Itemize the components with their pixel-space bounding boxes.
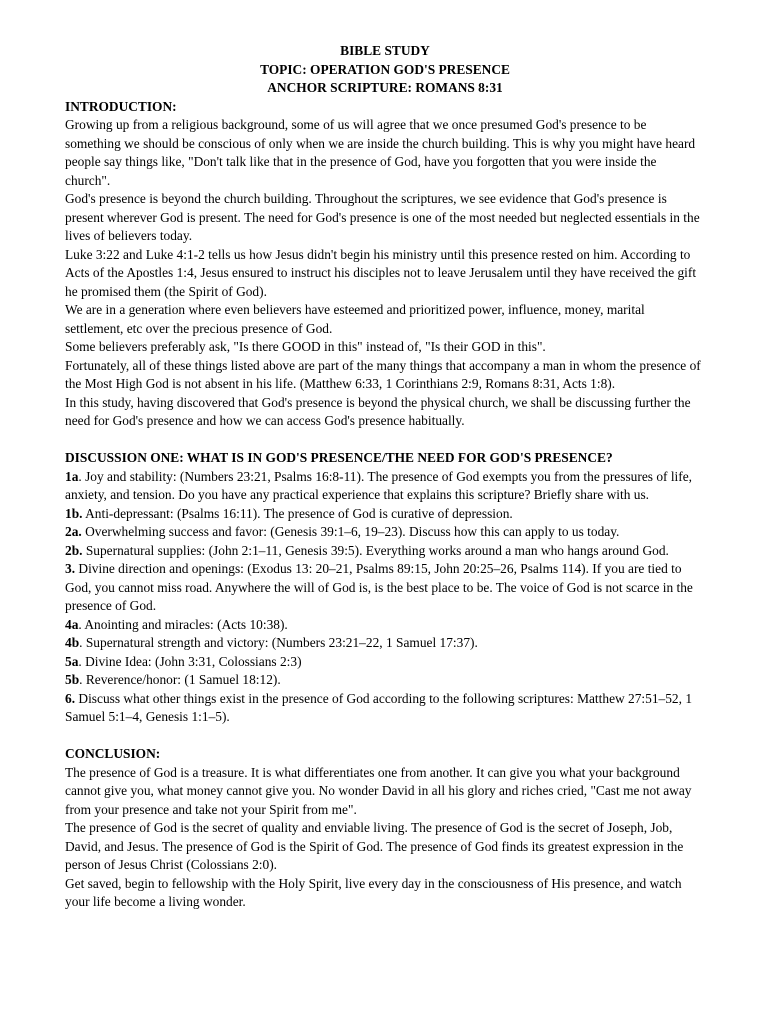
item-label: 1a [65,468,79,484]
introduction-paragraph: Fortunately, all of these things listed above are part of the many things that accompany a man in whom the presence of the Most High God is not absent in his life. (Matthew 6:33, 1 Corinthians 2:9, Romans 8:31, Acts 1:8). [65,357,701,391]
document-topic: TOPIC: OPERATION GOD'S PRESENCE [260,61,510,77]
section-spacer [65,727,705,746]
introduction-paragraph: Some believers preferably ask, "Is there GOOD in this" instead of, "Is their GOD in this". [65,339,546,354]
item-label: 3. [65,561,76,576]
introduction-paragraph: In this study, having discovered that God's presence is beyond the physical church, we shall be discussing further the need for God's presence and how we can access God's presence habitually. [65,394,691,428]
item-text: . Supernatural strength and victory: (Numbers 23:21–22, 1 Samuel 17:37). [79,635,478,650]
discussion-item [65,560,705,616]
item-label: 6. [65,690,76,706]
introduction-section [65,98,705,431]
item-text: . Reverence/honor: (1 Samuel 18:12). [79,672,281,687]
introduction-heading: INTRODUCTION: [65,98,177,114]
introduction-paragraph: Growing up from a religious background, some of us will agree that we once presumed God's presence to be something we should be conscious of only when we are inside the church building. This is why you might have heard people say things like, "Don't talk like that in the presence of God, have you forgotten that you were inside the church". [65,117,696,188]
item-text: Anti-depressant: (Psalms 16:11). The presence of God is curative of depression. [82,505,513,521]
document-page [65,42,705,912]
discussion-item [65,505,705,524]
discussion-item [65,634,705,653]
item-label: 5a [65,653,79,669]
item-label: 5b [65,672,80,687]
item-text: Divine direction and openings: (Exodus 13: 20–21, Psalms 89:15, John 20:25–26, Psalms 114). If you are tied to God, you cannot miss road. Anywhere the will of God is, is the best place to be. The voice of God is not scarce in the presence of God. [65,561,693,613]
item-text: . Divine Idea: (John 3:31, Colossians 2:3) [78,653,302,669]
document-header [65,42,705,98]
discussion-item [65,523,705,542]
conclusion-paragraph: The presence of God is the secret of quality and enviable living. The presence of God is the secret of Joseph, Job, David, and Jesus. The presence of God is the Spirit of God. The presence of God finds its greatest expression in the person of Jesus Christ (Colossians 2:0). [65,820,684,872]
discussion-item [65,542,705,561]
conclusion-section [65,745,705,912]
document-title: BIBLE STUDY [340,43,430,58]
item-label: 1b. [65,505,83,521]
conclusion-paragraph: Get saved, begin to fellowship with the Holy Spirit, live every day in the consciousness of His presence, and watch your life become a living wonder. [65,875,682,909]
item-text: . Joy and stability: (Numbers 23:21, Psalms 16:8-11). The presence of God exempts you from the pressures of life, anxiety, and tension. Do you have any practical experience that explains this scripture? Briefly share with us. [65,468,693,502]
anchor-scripture: ANCHOR SCRIPTURE: ROMANS 8:31 [267,80,503,95]
item-label: 2a. [65,524,82,539]
introduction-paragraph: Luke 3:22 and Luke 4:1-2 tells us how Jesus didn't begin his ministry until this presence rested on him. According to Acts of the Apostles 1:4, Jesus ensured to instruct his disciples not to leave Jerusalem until they have received the gift he promised them (the Spirit of God). [65,246,697,299]
discussion-item [65,690,705,727]
item-label: 4b [65,635,80,650]
discussion-heading: DISCUSSION ONE: WHAT IS IN GOD'S PRESENCE/THE NEED FOR GOD'S PRESENCE? [65,450,613,465]
discussion-item [65,653,705,672]
item-label: 4a [65,616,79,632]
item-text: Overwhelming success and favor: (Genesis 39:1–6, 19–23). Discuss how this can apply to us today. [81,524,620,539]
introduction-paragraph: We are in a generation where even believers have esteemed and prioritized power, influence, money, marital settlement, etc over the precious presence of God. [65,302,645,336]
item-text: . Anointing and miracles: (Acts 10:38). [78,616,288,632]
discussion-item [65,468,705,505]
item-label: 2b. [65,542,83,558]
section-spacer [65,431,705,450]
discussion-item [65,616,705,635]
item-text: Discuss what other things exist in the presence of God according to the following scriptures: Matthew 27:51–52, 1 Samuel 5:1–4, Genesis 1:1–5). [65,690,693,724]
discussion-section [65,449,705,727]
item-text: Supernatural supplies: (John 2:1–11, Genesis 39:5). Everything works around a man who hangs around God. [82,542,669,558]
discussion-item [65,671,705,690]
conclusion-heading: CONCLUSION: [65,746,161,761]
introduction-paragraph: God's presence is beyond the church building. Throughout the scriptures, we see evidence that God's presence is present wherever God is present. The need for God's presence is one of the most needed but neglected essentials in the lives of believers today. [65,191,700,243]
conclusion-paragraph: The presence of God is a treasure. It is what differentiates one from another. It can give you what your background cannot give you, what money cannot give you. No wonder David in all his glory and riches cried, "Cast me not away from your presence and take not your Spirit from me". [65,764,692,817]
